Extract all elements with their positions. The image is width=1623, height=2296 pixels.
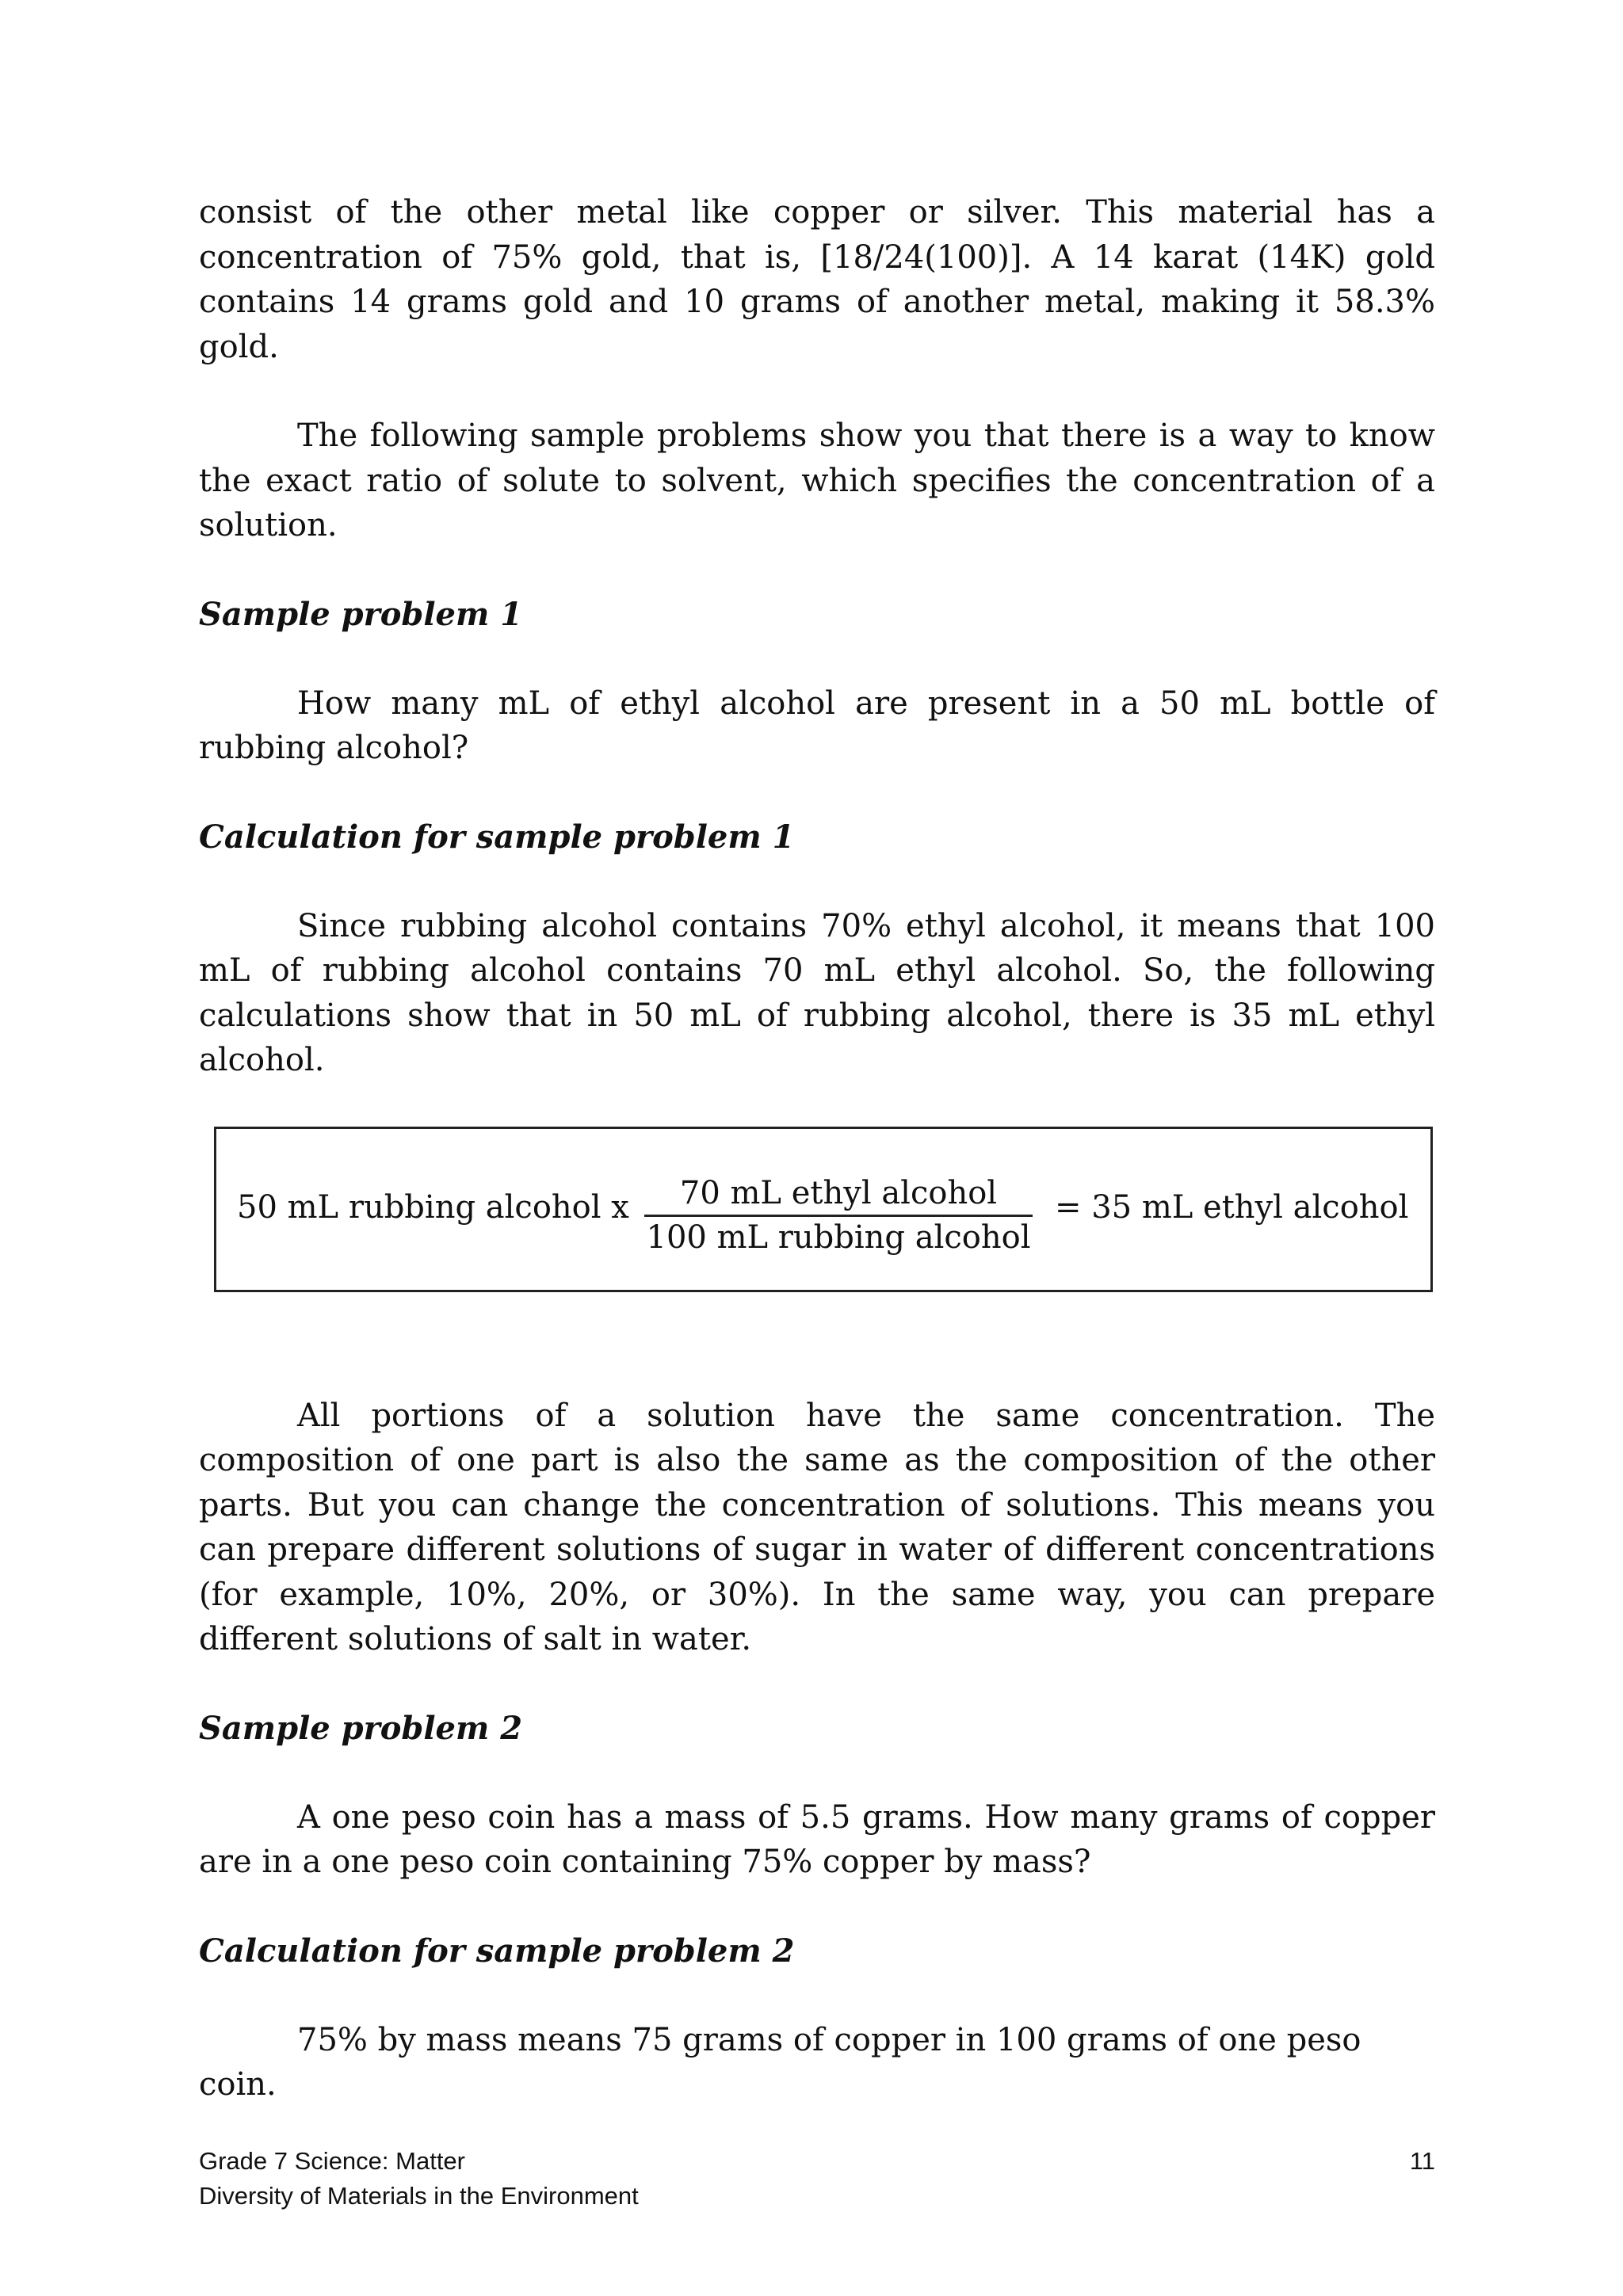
calculation-left-term: 50 mL rubbing alcohol x: [237, 1189, 629, 1226]
paragraph-sample-intro: The following sample problems show you that there is a way to know the exact ratio of solute to solvent, which specifies the concentration of a solution.: [199, 418, 1435, 543]
footer-course-title: Grade 7 Science: Matter: [199, 2147, 465, 2175]
heading-sample-problem-1: Sample problem 1: [199, 595, 523, 633]
paragraph-concentration-explanation: All portions of a solution have the same concentration. The composition of one part is also the same as the composition of the other parts. But you can change the concentration of solutions. This means you can prepare different solutions of sugar in water of different concentrations (for example, 10%, 20%, or 30%). In the same way, you can prepare different solutions of salt in water.: [199, 1397, 1435, 1657]
paragraph-calculation-1: Since rubbing alcohol contains 70% ethyl alcohol, it means that 100 mL of rubbing alcohol contains 70 mL ethyl alcohol. So, the following calculations show that in 50 mL of rubbing alcohol, there is 35 mL ethyl alcohol.: [199, 907, 1435, 1078]
paragraph-problem-1-question: How many mL of ethyl alcohol are present in a 50 mL bottle of rubbing alcohol?: [199, 685, 1435, 766]
fraction-denominator: 100 mL rubbing alcohol: [646, 1219, 1031, 1256]
paragraph-calculation-2: 75% by mass means 75 grams of copper in 100 grams of one peso coin.: [199, 2021, 1361, 2103]
footer-module-title: Diversity of Materials in the Environment: [199, 2182, 639, 2210]
paragraph-karat-gold: consist of the other metal like copper or silver. This material has a concentration of 75% gold, that is, [18/24(100)]. A 14 karat (14K) gold contains 14 grams gold and 10 grams of another metal, making it 58.3% gold.: [199, 194, 1435, 365]
calculation-equation: [216, 1129, 1430, 1290]
page-number: 11: [1409, 2147, 1435, 2175]
paragraph-problem-2-question: A one peso coin has a mass of 5.5 grams. How many grams of copper are in a one peso coin containing 75% copper by mass?: [199, 1798, 1435, 1880]
heading-sample-problem-2: Sample problem 2: [199, 1709, 523, 1747]
fraction-numerator: 70 mL ethyl alcohol: [644, 1173, 1033, 1217]
heading-calculation-2: Calculation for sample problem 2: [199, 1932, 795, 1970]
conversion-fraction: [644, 1173, 1033, 1258]
calculation-result: = 35 mL ethyl alcohol: [1055, 1189, 1409, 1226]
heading-calculation-1: Calculation for sample problem 1: [199, 818, 795, 856]
page-footer: [199, 2144, 1435, 2214]
calculation-box: [214, 1127, 1433, 1292]
